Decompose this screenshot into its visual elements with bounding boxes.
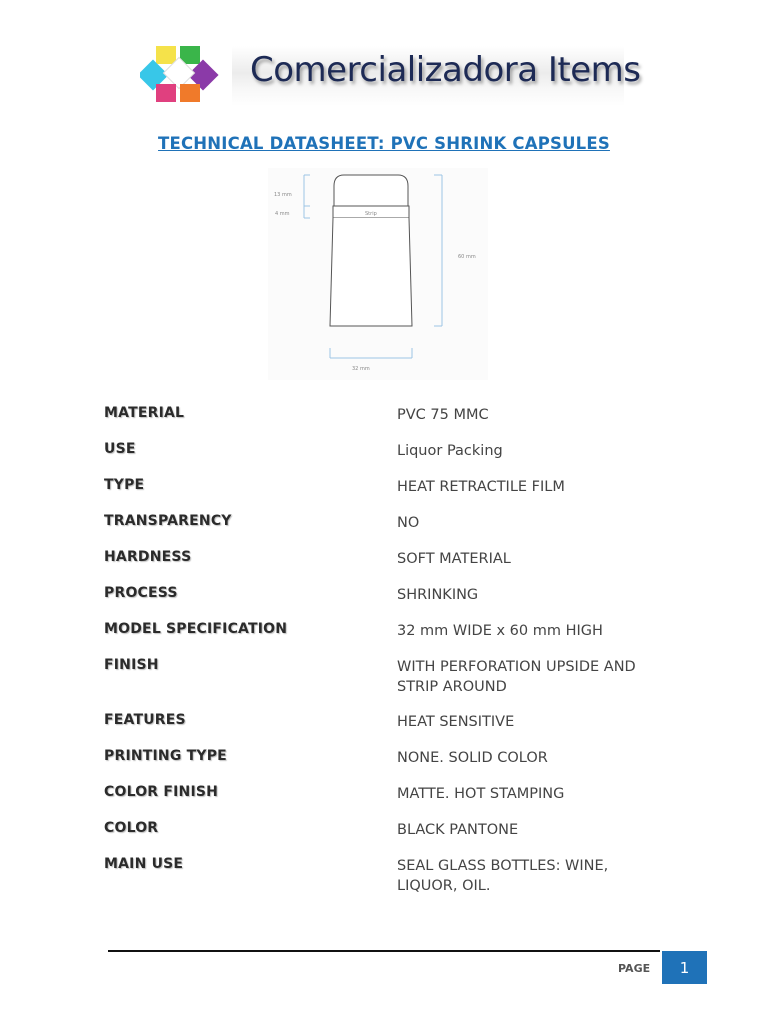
spec-value: HEAT RETRACTILE FILM [397,479,565,495]
spec-row [104,549,664,569]
drawing-strip-text: Strip [365,211,377,217]
drawing-top-label: 13 mm [274,192,292,198]
spec-row [104,856,664,896]
drawing-width-label: 32 mm [352,366,370,372]
spec-value: Liquor Packing [397,443,503,459]
spec-row [104,621,664,641]
spec-value: MATTE. HOT STAMPING [397,786,565,802]
drawing-strip-height-label: 4 mm [275,211,290,217]
spec-value: SHRINKING [397,587,479,603]
spec-value: SOFT MATERIAL [397,551,511,567]
spec-row [104,748,664,768]
spec-row [104,820,664,840]
capsule-drawing [268,168,488,380]
spec-label: TRANSPARENCY [104,513,232,529]
spec-row [104,441,664,461]
spec-label: PRINTING TYPE [104,748,227,764]
spec-value: PVC 75 MMC [397,407,489,423]
spec-row [104,657,664,697]
drawing-height-label: 60 mm [458,254,476,260]
spec-row [104,712,664,732]
spec-label: USE [104,441,136,457]
spec-label: MATERIAL [104,405,185,421]
document-title: TECHNICAL DATASHEET: PVC SHRINK CAPSULES [158,134,610,153]
footer-divider [108,950,660,952]
company-name: Comercializadora Items [250,50,641,90]
spec-row [104,477,664,497]
spec-label: COLOR FINISH [104,784,219,800]
spec-row [104,513,664,533]
spec-value: NONE. SOLID COLOR [397,750,548,766]
spec-label: HARDNESS [104,549,192,565]
page-number: 1 [662,951,707,984]
spec-value: WITH PERFORATION UPSIDE AND STRIP AROUND [397,659,636,695]
spec-row [104,784,664,804]
spec-value: BLACK PANTONE [397,822,519,838]
spec-row [104,585,664,605]
spec-label: MODEL SPECIFICATION [104,621,288,637]
spec-label: TYPE [104,477,145,493]
spec-label: MAIN USE [104,856,184,872]
spec-value: 32 mm WIDE x 60 mm HIGH [397,623,603,639]
spec-label: PROCESS [104,585,178,601]
spec-label: FINISH [104,657,159,673]
logo-diamond-mark [140,46,219,102]
page-label: PAGE [618,962,651,975]
spec-label: FEATURES [104,712,186,728]
spec-value: HEAT SENSITIVE [397,714,515,730]
spec-row [104,405,664,425]
spec-label: COLOR [104,820,159,836]
spec-value: SEAL GLASS BOTTLES: WINE, LIQUOR, OIL. [397,858,609,894]
spec-value: NO [397,515,420,531]
